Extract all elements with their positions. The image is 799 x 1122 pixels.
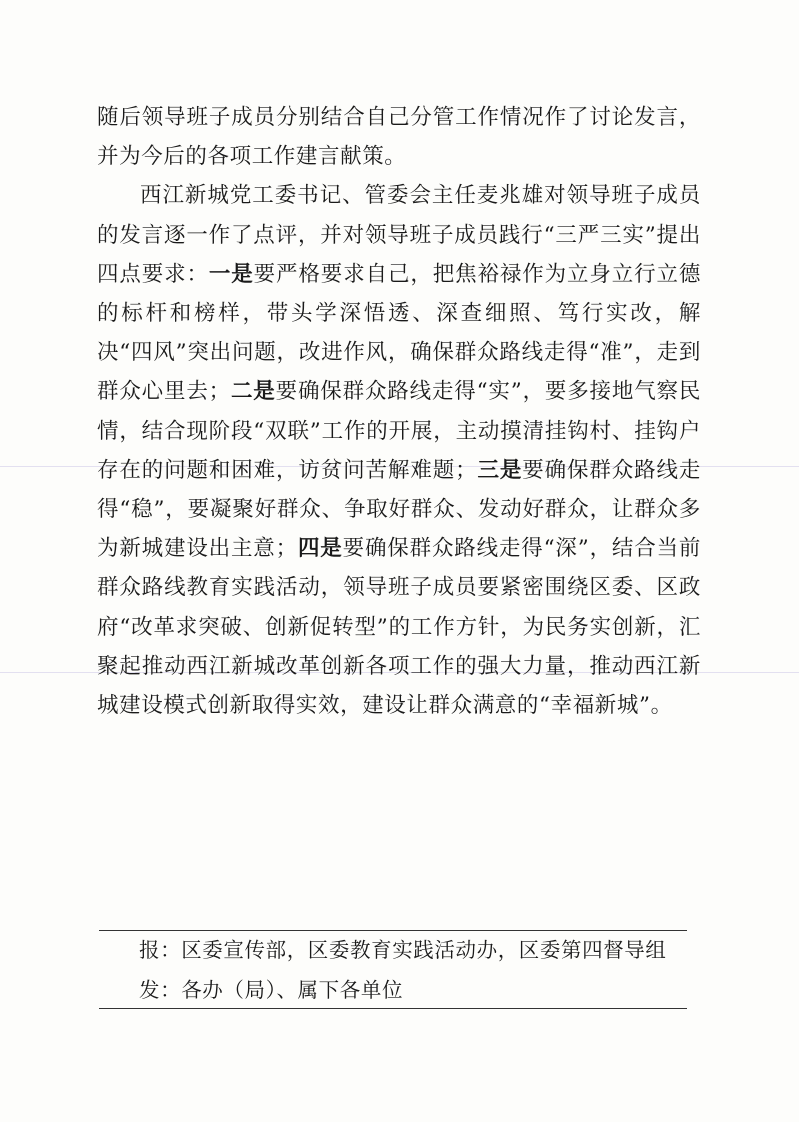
report-label: 报：: [139, 938, 182, 962]
paragraph-requirements: [97, 176, 701, 725]
paragraph-discussion: 随后领导班子成员分别结合自己分管工作情况作了讨论发言，并为今后的各项工作建言献策。: [97, 105, 701, 170]
item-3-label: 三是: [477, 457, 523, 483]
item-2-label: 二是: [230, 379, 276, 405]
send-label: 发：: [139, 978, 182, 1002]
document-body: [97, 98, 701, 725]
item-3-text: 要确保群众路线走得“稳”，要凝聚好群众、争取好群众、发动好群众，让群众多为新城建设出主意；: [97, 457, 701, 562]
send-recipients: 各办（局）、属下各单位: [181, 978, 404, 1002]
item-2-text: 要确保群众路线走得“实”，要多接地气察民情，结合现阶段“双联”工作的开展，主动摸清挂钩村、挂钩户存在的问题和困难，访贫问苦解难题；: [97, 379, 701, 483]
item-1-text: 要严格要求自己，把焦裕禄作为立身立行立德的标杆和榜样，带头学深悟透、深查细照、笃行实改，解决“四风”突出问题，改进作风，确保群众路线走得“准”，走到群众心里去；: [97, 261, 701, 405]
send-to-line: [139, 974, 699, 1006]
footer-bottom-rule: [99, 1008, 687, 1009]
report-to-line: [139, 934, 699, 966]
item-1-label: 一是: [208, 261, 254, 287]
item-4-label: 四是: [297, 536, 343, 562]
item-4-text: 要确保群众路线走得“深”，结合当前群众路线教育实践活动，领导班子成员要紧密围绕区委、区政府“改革求突破、创新促转型”的工作方针，为民务实创新，汇聚起推动西江新城改革创新各项工作的强大力量，推动西江新城建设模式创新取得实效，建设让群众满意的“幸福新城”。: [97, 536, 702, 719]
requirements-intro: 西江新城党工委书记、管委会主任麦兆雄对领导班子成员的发言逐一作了点评，并对领导班子成员践行“三严三实”提出四点要求：: [97, 183, 701, 287]
footer-top-rule: [99, 930, 687, 931]
report-recipients: 区委宣传部，区委教育实践活动办，区委第四督导组: [181, 938, 667, 962]
